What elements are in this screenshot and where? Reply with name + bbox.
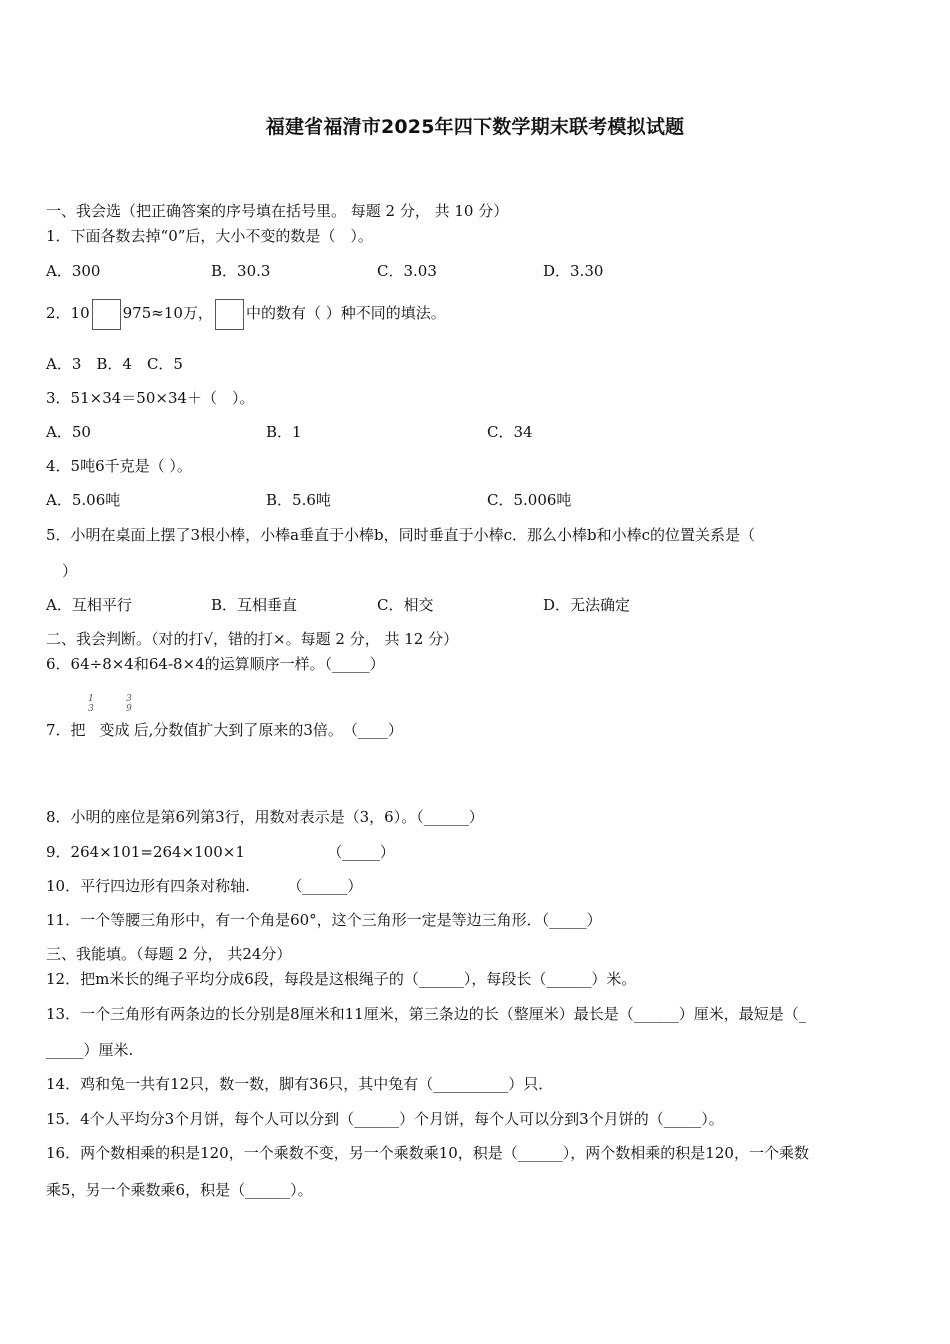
q3-option-c: C．34 [487, 423, 533, 441]
q5-option-d: D．无法确定 [543, 596, 631, 614]
question-7: 7．把 变成 后,分数值扩大到了原来的3倍。 （____） [46, 721, 403, 739]
question-14: 14．鸡和兔一共有12只，数一数，脚有36只，其中兔有（__________）只． [46, 1075, 554, 1093]
question-8: 8．小明的座位是第6列第3行，用数对表示是（3，6）。（______） [46, 808, 484, 826]
q1-option-c: C．3.03 [377, 262, 437, 280]
q2-options: A．3 B．4 C．5 [46, 355, 183, 373]
fraction-one-third: 1 3 [88, 694, 94, 714]
q5-option-b: B．互相垂直 [211, 596, 298, 614]
question-5-cont: ） [62, 562, 78, 580]
q2-mid: 975≈10万， [122, 304, 213, 322]
q2-suffix: 中的数有（ ）种不同的填法。 [245, 304, 446, 322]
q5-option-a: A．互相平行 [46, 596, 132, 614]
question-16: 16．两个数相乘的积是120，一个乘数不变，另一个乘数乘10，积是（______），两个数相乘的积是120，一个乘数 [46, 1144, 809, 1162]
question-9: 9．264×101=264×100×1 （_____） [46, 843, 395, 861]
question-6: 6．64÷8×4和64-8×4的运算顺序一样。（_____） [46, 655, 385, 673]
section-2-heading: 二、我会判断。（对的打√，错的打×。每题 2 分， 共 12 分） [46, 630, 459, 648]
question-13-cont: _____）厘米. [46, 1041, 134, 1059]
q3-option-a: A．50 [46, 423, 91, 441]
question-1: 1．下面各数去掉“0”后，大小不变的数是（ ）。 [46, 227, 373, 245]
q3-option-b: B．1 [266, 423, 302, 441]
q4-option-a: A．5.06吨 [46, 491, 121, 509]
question-11: 11．一个等腰三角形中，有一个角是60°，这个三角形一定是等边三角形．（_____） [46, 911, 602, 929]
section-3-heading: 三、我能填。（每题 2 分， 共24分） [46, 945, 292, 963]
question-2 [46, 296, 446, 330]
question-16-cont: 乘5，另一个乘数乘6，积是（______）。 [46, 1181, 313, 1199]
q5-option-c: C．相交 [377, 596, 434, 614]
blank-box-1 [92, 299, 121, 330]
question-15: 15．4个人平均分3个月饼，每个人可以分到（______）个月饼，每个人可以分到3个月饼的（_____）。 [46, 1110, 724, 1128]
q1-option-a: A．300 [46, 262, 101, 280]
fraction-three-ninths: 3 9 [126, 694, 132, 714]
page-title: 福建省福清市2025年四下数学期末联考模拟试题 [265, 116, 685, 138]
q1-option-b: B．30.3 [211, 262, 271, 280]
q4-option-c: C．5.006吨 [487, 491, 572, 509]
q1-option-d: D．3.30 [543, 262, 604, 280]
blank-box-2 [215, 299, 244, 330]
q4-option-b: B．5.6吨 [266, 491, 331, 509]
question-5: 5．小明在桌面上摆了3根小棒，小棒a垂直于小棒b，同时垂直于小棒c．那么小棒b和小棒c的位置关系是（ [46, 526, 756, 544]
q2-prefix: 2．10 [46, 304, 90, 322]
question-10: 10．平行四边形有四条对称轴. （______） [46, 877, 363, 895]
question-3: 3．51×34＝50×34＋（ ）。 [46, 389, 255, 407]
question-4: 4．5吨6千克是（ ）。 [46, 457, 192, 475]
question-12: 12．把m米长的绳子平均分成6段，每段是这根绳子的（______），每段长（______）米。 [46, 970, 637, 988]
section-1-heading: 一、我会选（把正确答案的序号填在括号里。 每题 2 分， 共 10 分） [46, 202, 509, 220]
question-13: 13．一个三角形有两条边的长分别是8厘米和11厘米，第三条边的长（整厘米）最长是（______）厘米，最短是（_ [46, 1005, 807, 1023]
